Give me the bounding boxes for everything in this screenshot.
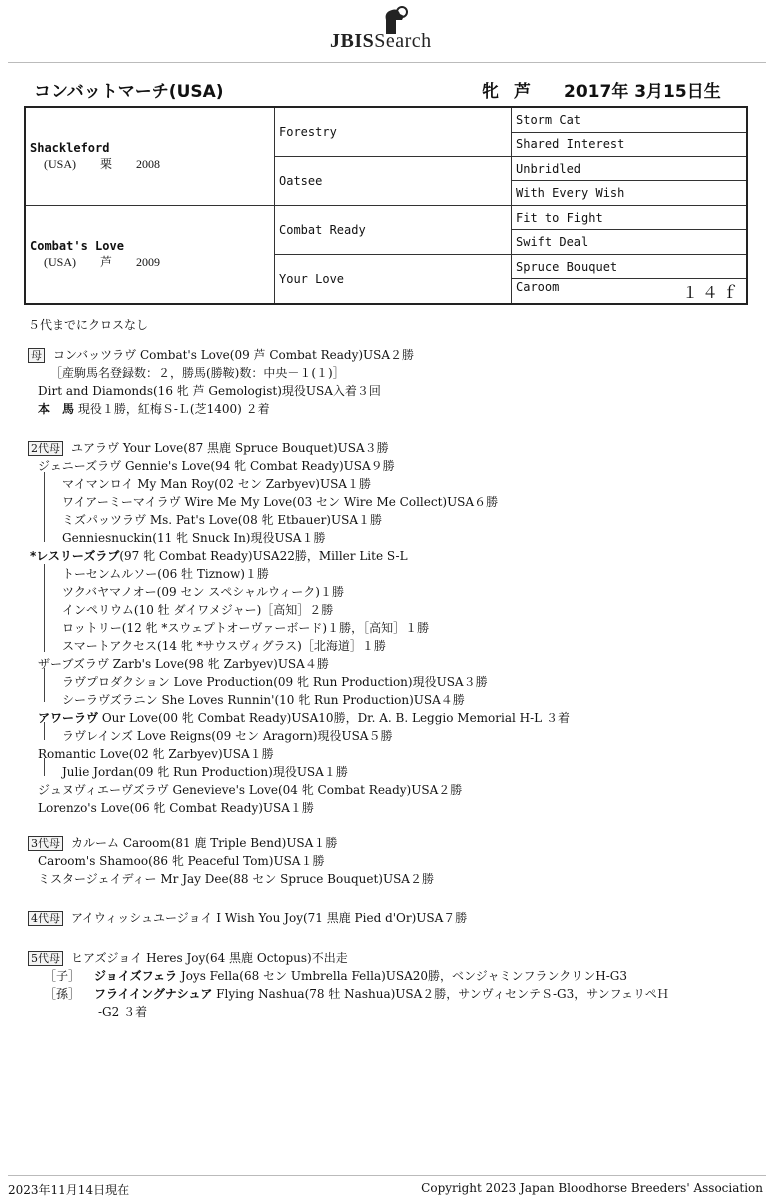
line-text: シーラヴズラニン She Loves Runnin'(10 牝 Run Production)USA４勝 [62, 693, 465, 707]
line-text: ユアラヴ Your Love(87 黒鹿 Spruce Bouquet)USA３勝 [71, 441, 389, 455]
generation-tag: 母 [28, 348, 45, 363]
pedigree-g3-2[interactable]: Shared Interest [512, 132, 748, 156]
horse-color: 芦 [514, 82, 531, 102]
site-logo[interactable] [0, 0, 775, 60]
family-line [28, 835, 337, 851]
line-text: (97 牝 Combat Ready)USA22勝，Miller Lite S-L [119, 549, 408, 563]
pedigree-sire-dam[interactable]: Oatsee [275, 156, 512, 205]
footer-divider [8, 1175, 766, 1176]
family-line [38, 746, 274, 762]
horse-name-bold[interactable]: *レスリーズラブ [30, 549, 120, 563]
line-text: インペリウム(10 牡 ダイワメジャー)［高知］２勝 [62, 603, 334, 617]
family-line [38, 800, 314, 816]
pedigree-sire-sire[interactable]: Forestry [275, 107, 512, 156]
family-line [62, 728, 392, 744]
generation-tag: 5代母 [28, 951, 63, 966]
family-line [62, 638, 386, 654]
line-text: ラヴプロダクション Love Production(09 牝 Run Production)現役USA３勝 [62, 675, 488, 689]
line-text: Dirt and Diamonds(16 牝 芦 Gemologist)現役USA入着３回 [38, 384, 381, 398]
family-line [62, 530, 325, 546]
tree-line [44, 564, 45, 652]
line-text: Flying Nashua(78 牡 Nashua)USA２勝，サンヴィセンテＳ-G3，サンフェリペＨ [212, 987, 669, 1001]
pedigree-dam-dam[interactable]: Your Love [275, 254, 512, 304]
family-line [62, 674, 488, 690]
family-line [38, 710, 570, 726]
generation-tag: 4代母 [28, 911, 63, 926]
family-line [28, 347, 414, 363]
cross-note: ５代までにクロスなし [28, 318, 149, 332]
family-line [28, 440, 389, 456]
family-line [38, 458, 395, 474]
line-text: Caroom's Shamoo(86 牝 Peaceful Tom)USA１勝 [38, 854, 325, 868]
pedigree-g3-1[interactable]: Storm Cat [512, 107, 748, 132]
line-text: ラヴレインズ Love Reigns(09 セン Aragorn)現役USA５勝 [62, 729, 393, 743]
pedigree-table [24, 106, 748, 305]
generation-tag: 3代母 [28, 836, 63, 851]
pedigree-sire[interactable]: Shackleford (USA) 栗 2008 [25, 107, 275, 205]
line-text: Lorenzo's Love(06 牝 Combat Ready)USA１勝 [38, 801, 314, 815]
footer-date: 2023年11月14日現在 [8, 1183, 130, 1197]
horse-name: コンバットマーチ(USA) [34, 82, 224, 102]
family-line [62, 620, 429, 636]
line-text: 現役１勝，紅梅Ｓ-Ｌ(芝1400) ２着 [74, 402, 270, 416]
family-line [38, 853, 324, 869]
pedigree-g3-7[interactable]: Spruce Bouquet [512, 254, 748, 278]
family-line [98, 1004, 147, 1020]
line-text: ジェニーズラヴ Gennie's Love(94 牝 Combat Ready)USA９勝 [38, 459, 395, 473]
line-text: ジュヌヴィエーヴズラヴ Genevieve's Love(04 牝 Combat Ready)USA２勝 [38, 783, 463, 797]
line-text: アイウィッシュユージョイ I Wish You Joy(71 黒鹿 Pied d'Or)USA７勝 [71, 911, 468, 925]
line-text: コンバッツラヴ Combat's Love(09 芦 Combat Ready)USA２勝 [53, 348, 415, 362]
family-line [62, 692, 465, 708]
line-text: ザーブズラヴ Zarb's Love(98 牝 Zarbyev)USA４勝 [38, 657, 329, 671]
line-text: Genniesnuckin(11 牝 Snuck In)現役USA１勝 [62, 531, 326, 545]
relation-prefix: ［子］ [44, 969, 81, 983]
line-text: カルーム Caroom(81 鹿 Triple Bend)USA１勝 [71, 836, 338, 850]
line-text: ロットリー(12 牝 *スウェプトオーヴァーボード)１勝，［高知］１勝 [62, 621, 430, 635]
line-text: Our Love(00 牝 Combat Ready)USA10勝，Dr. A. B. Leggio Memorial H-L ３着 [98, 711, 570, 725]
horse-name-bold[interactable]: アワーラヴ [38, 711, 99, 725]
pedigree-dam-sire[interactable]: Combat Ready [275, 205, 512, 254]
horse-sex: 牝 [482, 82, 499, 102]
family-number: １４ｆ [681, 282, 742, 302]
pedigree-dam[interactable]: Combat's Love (USA) 芦 2009 [25, 205, 275, 304]
line-text: -G2 ３着 [98, 1005, 148, 1019]
horse-name-bold[interactable]: 本 馬 [38, 402, 75, 416]
pedigree-g3-3[interactable]: Unbridled [512, 156, 748, 180]
pedigree-g3-5[interactable]: Fit to Fight [512, 205, 748, 229]
family-line [38, 383, 381, 399]
line-text: Julie Jordan(09 牝 Run Production)現役USA１勝 [62, 765, 348, 779]
line-text: ミスタージェイディー Mr Jay Dee(88 セン Spruce Bouquet)USA２勝 [38, 872, 434, 886]
family-line [50, 365, 345, 381]
family-line [62, 602, 333, 618]
line-text: ［産駒馬名登録数：２，勝馬(勝鞍)数：中央－１(１)］ [50, 366, 345, 380]
family-line [62, 764, 348, 780]
pedigree-g3-4[interactable]: With Every Wish [512, 181, 748, 205]
footer-copyright: Copyright 2023 Japan Bloodhorse Breeders' Association [421, 1181, 763, 1195]
divider [8, 62, 766, 63]
family-line [38, 656, 329, 672]
horse-name-bold[interactable]: フライイングナシュア [94, 987, 213, 1001]
line-text: マイマンロイ My Man Roy(02 セン Zarbyev)USA１勝 [62, 477, 371, 491]
pedigree-g3-6[interactable]: Swift Deal [512, 230, 748, 254]
family-line [62, 584, 344, 600]
tree-line [44, 472, 45, 542]
line-text: ワイアーミーマイラヴ Wire Me My Love(03 セン Wire Me Collect)USA６勝 [62, 495, 499, 509]
family-line [28, 950, 348, 966]
family-line [30, 548, 408, 564]
family-line [38, 401, 270, 417]
family-line [38, 782, 462, 798]
line-text: ツクバヤマノオー(09 セン スペシャルウィーク)１勝 [62, 585, 344, 599]
line-text: トーセンムルソー(06 牡 Tiznow)１勝 [62, 567, 269, 581]
line-text: スマートアクセス(14 牝 *サウスヴィグラス)［北海道］１勝 [62, 639, 386, 653]
family-line [62, 494, 498, 510]
line-text: ヒアズジョイ Heres Joy(64 黒鹿 Octopus)不出走 [71, 951, 348, 965]
tree-line [44, 668, 45, 702]
line-text: Joys Fella(68 セン Umbrella Fella)USA20勝，ベンジャミンフランクリンH-G3 [177, 969, 628, 983]
family-line [38, 871, 434, 887]
pedigree-g3-8[interactable]: Caroom １４ｆ [512, 279, 748, 304]
line-text: ミズパッツラヴ Ms. Pat's Love(08 牝 Etbauer)USA１勝 [62, 513, 382, 527]
line-text: Romantic Love(02 牝 Zarbyev)USA１勝 [38, 747, 274, 761]
tree-line [44, 758, 45, 776]
logo-text: JBISSearch [330, 30, 432, 52]
family-line [44, 968, 627, 984]
family-line [28, 910, 467, 926]
relation-prefix: ［孫］ [44, 987, 81, 1001]
horse-header [34, 77, 754, 103]
generation-tag: 2代母 [28, 441, 63, 456]
horse-name-bold[interactable]: ジョイズフェラ [94, 969, 178, 983]
family-line [62, 512, 382, 528]
family-line [62, 476, 371, 492]
horse-dob: 2017年 3月15日生 [564, 82, 721, 102]
family-line [44, 986, 669, 1002]
family-line [62, 566, 269, 582]
tree-line [44, 722, 45, 740]
